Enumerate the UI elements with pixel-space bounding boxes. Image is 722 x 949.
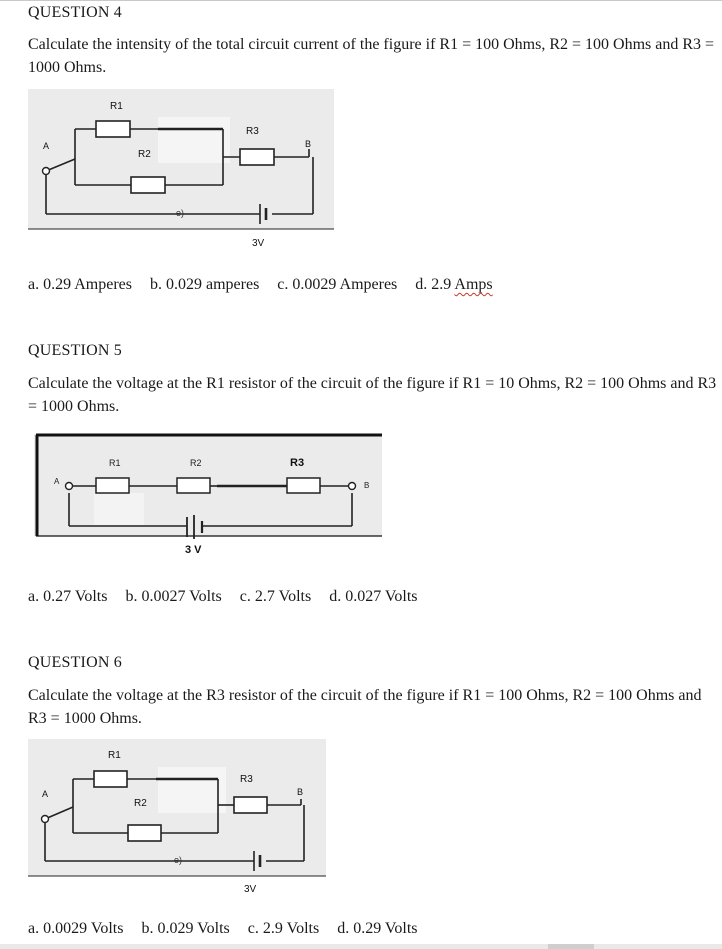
- question-5-answers: [28, 588, 432, 606]
- label-a: A: [43, 141, 50, 151]
- question-4-circuit-figure: [28, 89, 336, 249]
- label-a: A: [54, 477, 60, 486]
- answer-option: b. 0.0027 Volts: [125, 588, 222, 605]
- label-r3: R3: [240, 774, 253, 785]
- terminal-a: [42, 816, 49, 823]
- label-r2: R2: [190, 458, 202, 468]
- label-a: A: [42, 789, 49, 799]
- question-6-text: Calculate the voltage at the R3 resistor of the circuit of the figure if R1 = 100 Ohms, R2 = 100 Ohms and R3 = 1000 Ohms.: [28, 687, 702, 727]
- resistor-r3: [240, 149, 274, 165]
- question-6-answers: [28, 920, 432, 938]
- answer-option: a. 0.29 Amperes: [28, 276, 132, 293]
- label-b: B: [364, 481, 370, 490]
- scrollbar-thumb[interactable]: [548, 944, 594, 949]
- label-r1: R1: [108, 750, 121, 761]
- resistor-r2: [131, 177, 165, 193]
- label-r3: R3: [246, 126, 259, 137]
- figure-smudge: [94, 493, 144, 525]
- label-r2: R2: [138, 149, 151, 160]
- resistor-r2: [128, 825, 161, 841]
- question-6-circuit-figure: [28, 739, 328, 899]
- question-4-heading: QUESTION 4: [28, 4, 122, 21]
- label-mark: e): [176, 208, 185, 218]
- resistor-r1: [96, 478, 129, 493]
- horizontal-scrollbar[interactable]: [0, 944, 722, 949]
- label-source: 3V: [252, 238, 265, 249]
- answer-option: d. 2.9 Amps: [415, 276, 493, 293]
- answer-option: d. 0.29 Volts: [337, 920, 418, 937]
- resistor-r1: [94, 771, 127, 787]
- label-source: 3V: [244, 884, 257, 895]
- answer-option: a. 0.27 Volts: [28, 588, 108, 605]
- label-r3: R3: [290, 457, 305, 469]
- figure-smudge: [158, 117, 230, 163]
- answer-option: a. 0.0029 Volts: [28, 920, 124, 937]
- label-r1: R1: [110, 101, 123, 112]
- resistor-r3: [234, 797, 267, 813]
- question-5-heading: QUESTION 5: [28, 342, 122, 359]
- label-b: B: [305, 139, 312, 149]
- label-source: 3 V: [185, 544, 202, 556]
- answer-option: d. 0.027 Volts: [329, 588, 418, 605]
- question-4-text: Calculate the intensity of the total circuit current of the figure if R1 = 100 Ohms, R2 = 100 Ohms and R3 = 1000 Ohms.: [28, 36, 715, 76]
- top-divider: [0, 0, 722, 1]
- spellcheck-underlined-word: Amps: [454, 276, 493, 293]
- resistor-r3: [287, 478, 320, 493]
- terminal-a: [66, 483, 73, 490]
- answer-option: c. 2.7 Volts: [239, 588, 312, 605]
- resistor-r2: [177, 478, 210, 493]
- answer-option: c. 2.9 Volts: [247, 920, 320, 937]
- answer-option: b. 0.029 Volts: [141, 920, 230, 937]
- question-6-heading: QUESTION 6: [28, 654, 122, 671]
- figure-smudge: [158, 767, 226, 813]
- question-5-circuit-figure: [34, 433, 384, 561]
- terminal-a: [43, 168, 50, 175]
- question-4-answers: [28, 276, 507, 294]
- answer-option: b. 0.029 amperes: [149, 276, 260, 293]
- label-b: B: [297, 787, 304, 797]
- label-r1: R1: [109, 458, 121, 468]
- label-r2: R2: [134, 798, 147, 809]
- label-mark: e): [174, 855, 183, 865]
- resistor-r1: [96, 121, 130, 137]
- terminal-b: [349, 483, 356, 490]
- question-5-text: Calculate the voltage at the R1 resistor of the circuit of the figure if R1 = 10 Ohms, R2 = 100 Ohms and R3 = 1000 Ohms.: [28, 375, 717, 415]
- answer-option: c. 0.0029 Amperes: [277, 276, 398, 293]
